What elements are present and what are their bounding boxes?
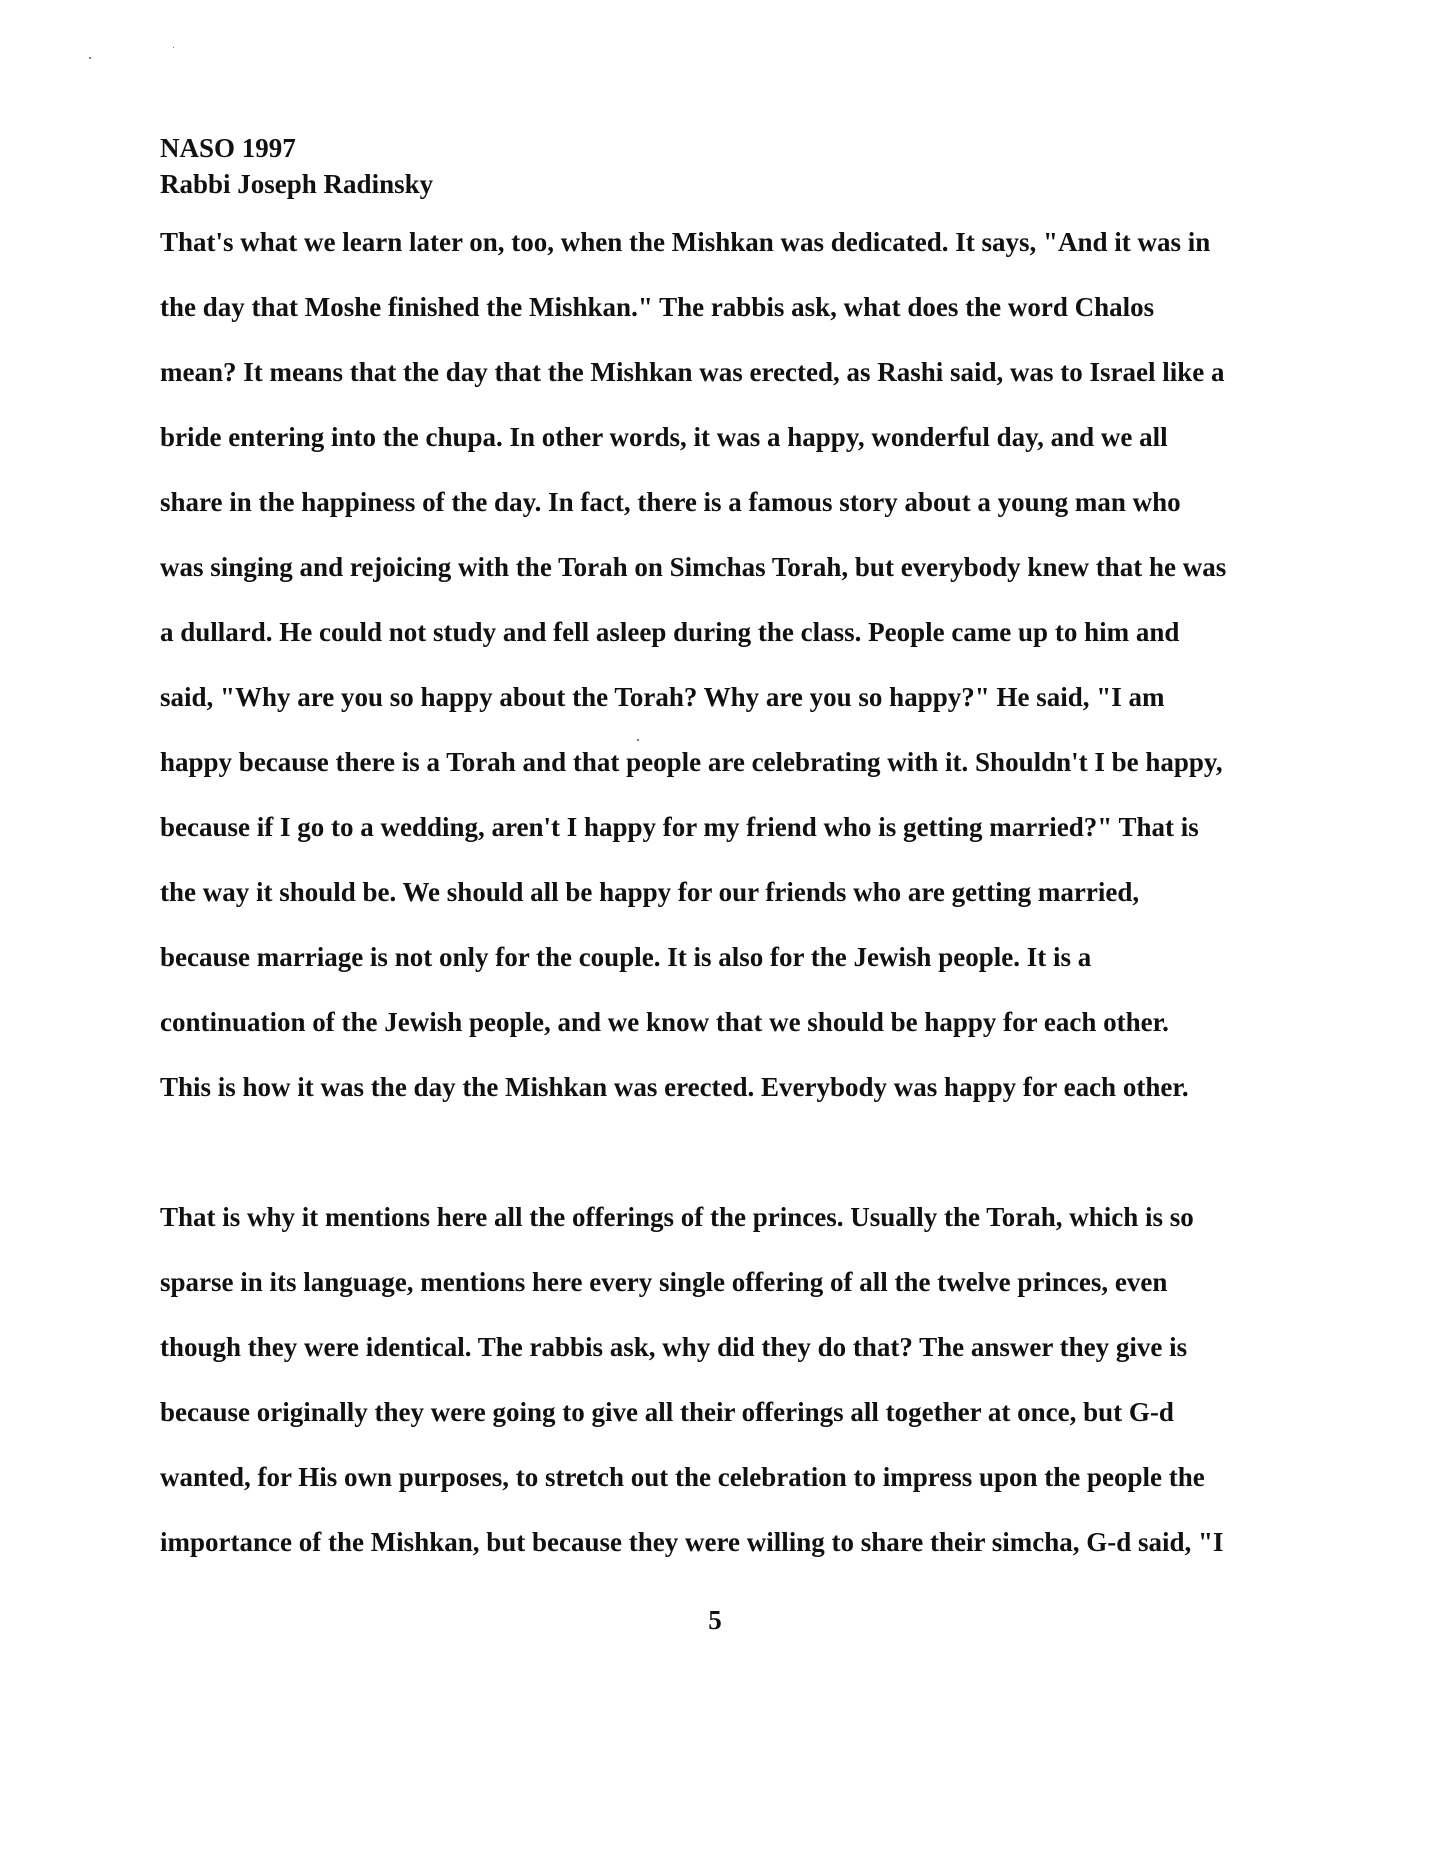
- text-line: importance of the Mishkan, but because they were willing to share their simcha, G-d said, "I: [160, 1527, 1224, 1557]
- text-line: because originally they were going to give all their offerings all together at once, but G-d: [160, 1397, 1174, 1427]
- text-line: share in the happiness of the day. In fact, there is a famous story about a young man who: [160, 487, 1181, 517]
- scan-speck: [637, 739, 639, 741]
- scan-speck: [173, 47, 174, 48]
- text-line: sparse in its language, mentions here every single offering of all the twelve princes, even: [160, 1267, 1168, 1297]
- text-line: said, "Why are you so happy about the Torah? Why are you so happy?" He said, "I am: [160, 682, 1165, 712]
- text-line: bride entering into the chupa. In other words, it was a happy, wonderful day, and we all: [160, 422, 1168, 452]
- scan-speck: [89, 57, 91, 59]
- text-line: because if I go to a wedding, aren't I happy for my friend who is getting married?" That is: [160, 812, 1199, 842]
- text-line: a dullard. He could not study and fell asleep during the class. People came up to him and: [160, 617, 1180, 647]
- text-line: continuation of the Jewish people, and we know that we should be happy for each other.: [160, 1007, 1169, 1037]
- text-line: the way it should be. We should all be happy for our friends who are getting married,: [160, 877, 1140, 907]
- text-line: because marriage is not only for the couple. It is also for the Jewish people. It is a: [160, 942, 1092, 972]
- text-line: That's what we learn later on, too, when the Mishkan was dedicated. It says, "And it was in: [160, 227, 1211, 257]
- text-line: This is how it was the day the Mishkan was erected. Everybody was happy for each other.: [160, 1072, 1189, 1102]
- text-line: happy because there is a Torah and that people are celebrating with it. Shouldn't I be happy,: [160, 747, 1223, 777]
- document-header: [160, 130, 433, 202]
- document-author: Rabbi Joseph Radinsky: [160, 169, 434, 199]
- page-number: 5: [708, 1605, 722, 1635]
- text-line: was singing and rejoicing with the Torah on Simchas Torah, but everybody knew that he was: [160, 552, 1227, 582]
- document-title: NASO 1997: [160, 133, 296, 163]
- text-line: mean? It means that the day that the Mishkan was erected, as Rashi said, was to Israel like a: [160, 357, 1225, 387]
- text-line: wanted, for His own purposes, to stretch out the celebration to impress upon the people the: [160, 1462, 1205, 1492]
- text-line: the day that Moshe finished the Mishkan." The rabbis ask, what does the word Chalos: [160, 292, 1155, 322]
- text-line: That is why it mentions here all the offerings of the princes. Usually the Torah, which is so: [160, 1202, 1194, 1232]
- text-line: though they were identical. The rabbis ask, why did they do that? The answer they give is: [160, 1332, 1188, 1362]
